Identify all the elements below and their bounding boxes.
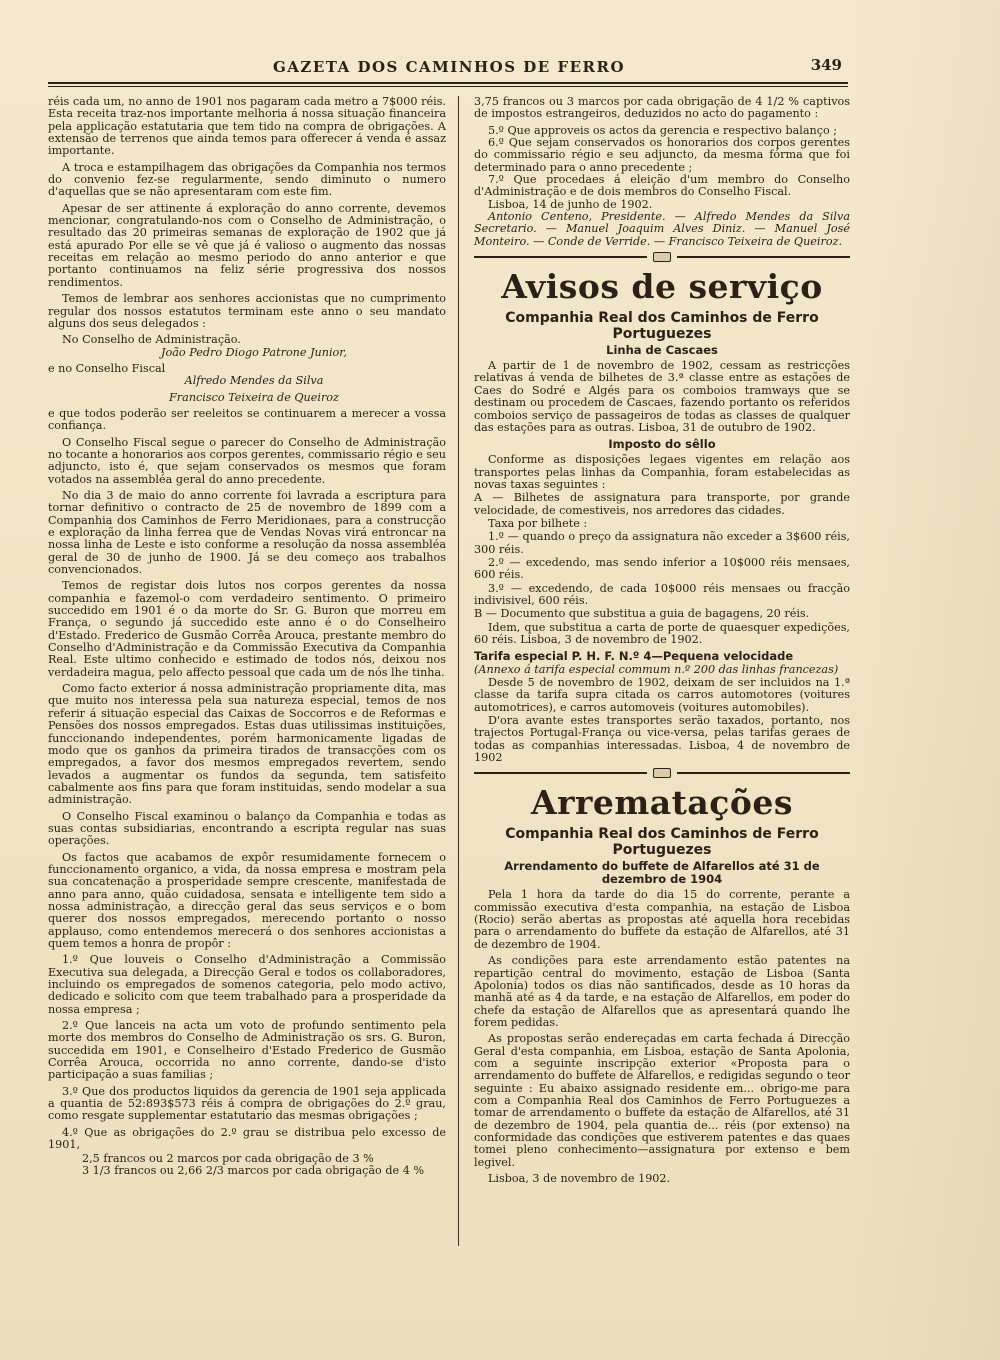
paragraph: No dia 3 de maio do anno corrente foi lavrada a escriptura para tornar definitivo o contracto de 25 de novembro de 1899 com a Companhia dos Caminhos de Ferro Meridionaes, para a construcção e exploração da linha ferrea que de Vendas Novas virá entroncar na nossa linha de Leste e isto conforme a resolução da nossa assembléa geral de 30 de junho de 1900. Já se deu começo aos trabalhos convencionados. (48, 488, 446, 577)
subheading-linha: Linha de Cascaes (606, 343, 718, 358)
section-divider (474, 252, 850, 262)
paragraph: réis cada um, no anno de 1901 nos pagaram cada metro a 7$000 réis. Esta receita traz-nos importante melhoria á nossa situação financeira pela applicação estatutaria que tem tido na compra de obrigações. A extensão de terrenos que ainda temos para offerecer á venda é assaz importante. (48, 95, 446, 158)
paragraph: Apesar de ser attinente á exploração do anno corrente, devemos mencionar, congratulando-nos com o Conselho de Administração, o resultado das 20 primeiras semanas de exploração de 1902 que já está apurado Por elle se vê que já é valioso o augmento das nossas receitas em relação ao mesmo periodo do anno anterior e que portanto continuamos na feliz série progressiva dos nossos rendimentos. (48, 201, 446, 289)
company-heading: Companhia Real dos Caminhos de Ferro Portuguezes (505, 310, 819, 343)
signature-name: Francisco Teixeira de Queiroz (169, 390, 339, 404)
section-title-arrematacoes: Arrematações (531, 783, 793, 823)
paragraph: e no Conselho Fiscal (48, 361, 166, 375)
left-column (48, 96, 446, 1181)
signatures: Antonio Centeno, Presidente. — Alfredo Mendes da Silva Secretario. — Manuel Joaquim Alves Diniz. — Manuel José Monteiro. — Conde de Verride. — Francisco Teixeira de Queiroz. (474, 210, 850, 248)
paragraph: 6.º Que sejam conservados os honorarios dos corpos gerentes do commissario régio e seu adjuncto, da mesma fórma que foi determinado para o anno precedente ; (474, 136, 850, 174)
page-number: 349 (810, 56, 842, 74)
paragraph: Como facto exterior á nossa administração propriamente dita, mas que muito nos interessa pela sua natureza especial, temos de nos referir á situação especial das Caixas de Soccorros e de Reformas e Pensões dos nossos empregados. Estas duas utilissimas instituições, funccionando independentes, porém harmonicamente ligadas de modo que os ganhos da primeira tirados de transacções com os empregados, a favor dos mesmos empregados revertem, sendo levados a augmentar os fundos da segunda, tem satisfeito cabalmente aos fins para que foram instituidas, sendo modelar a sua administração. (48, 682, 446, 807)
train-car-icon (653, 252, 671, 262)
paragraph: B — Documento que substitua a guia de bagagens, 20 réis. (474, 607, 810, 621)
paragraph: Taxa por bilhete : (488, 516, 588, 530)
paragraph: As condições para este arrendamento estão patentes na repartição central do movimento, estação de Lisboa (Santa Apolonia) todos os dias não santificados, desde as 10 horas da manhã até as 4 da tarde, e na estação de Alfarellos, em poder do chefe da estação de Alfarellos que as apresentará quando lhe forem pedidas. (474, 954, 850, 1029)
paragraph: 3 1/3 francos ou 2,66 2/3 marcos por cada obrigação de 4 % (82, 1163, 424, 1177)
paragraph: 3,75 francos ou 3 marcos por cada obrigação de 4 1/2 % captivos de impostos estrangeiros, deduzidos no acto do pagamento : (474, 95, 850, 121)
paragraph: O Conselho Fiscal examinou o balanço da Companhia e todas as suas contas subsidiarias, encontrando a escripta regular nas suas operações. (48, 809, 446, 848)
paragraph: O Conselho Fiscal segue o parecer do Conselho de Administração no tocante a honorarios aos corpos gerentes, commissario régio e seu adjuncto, isto é, que sejam conservados os mesmos que foram votados na assembléa geral do anno precedente. (48, 435, 446, 486)
header-rule (48, 82, 848, 84)
subheading-arrendamento: Arrendamento do buffete de Alfarellos até 31 de dezembro de 1904 (504, 859, 820, 887)
page-edge-shade (850, 0, 1000, 1360)
subheading-imposto: Imposto do sêllo (608, 437, 716, 452)
paragraph: e que todos poderão ser reeleitos se continuarem a merecer a vossa confiança. (48, 406, 446, 433)
paragraph: Lisboa, 14 de junho de 1902. (488, 197, 653, 211)
section-title-avisos: Avisos de serviço (501, 267, 823, 307)
signature-name: João Pedro Diogo Patrone Junior, (161, 345, 347, 359)
paragraph: 2.º Que lanceis na acta um voto de profundo sentimento pela morte dos membros do Conselho de Administração os srs. G. Buron, succedida em 1901, e Conselheiro d'Estado Frederico de Gusmão Corrêa Arouca, occorrida no anno corrente, dando-se d'isto participação a suas familias ; (48, 1019, 446, 1082)
paragraph: 5.º Que approveis os actos da gerencia e respectivo balanço ; (488, 123, 838, 137)
paragraph: Idem, que substitua a carta de porte de quaesquer expedições, 60 réis. Lisboa, 3 de novembro de 1902. (474, 620, 850, 646)
paragraph: Os factos que acabamos de expôr resumidamente fornecem o funccionamento organico, a vida, da nossa empresa e mostram pela sua concatenação a prosperidade sempre crescente, manifestada de anno para anno, quão cuidadosa, sensata e intelligente tem sido a nossa administração, a direcção geral das seus serviços e o bom querer dos nossos empregados, merecendo portanto o nosso applauso, como entendemos merecerá o dos senhores accionistas a quem temos a honra de propôr : (48, 850, 446, 950)
paragraph: A partir de 1 de novembro de 1902, cessam as restricções relativas á venda de bilhetes de 3.ª classe entre as estações de Caes do Sodré e Algés para os comboios tramways que se destinam ou procedem de Cascaes, fazendo portanto os referidos comboios serviço de passageiros de todas as classes de qualquer das estações para as outras. Lisboa, 31 de outubro de 1902. (474, 359, 850, 434)
paragraph: D'ora avante estes transportes serão taxados, portanto, nos trajectos Portugal-França ou vice-versa, pelas tarifas geraes de todas as companhias interessadas. Lisboa, 4 de novembro de 1902 (474, 714, 850, 765)
paragraph: 3.º Que dos productos liquidos da gerencia de 1901 seja applicada a quantia de 52:893$573 réis á compra de obrigações do 2.º grau, como resgate supplementar estatutario das mesmas obrigações ; (48, 1084, 446, 1123)
section-divider (474, 768, 850, 778)
page-header-title: GAZETA DOS CAMINHOS DE FERRO (272, 58, 626, 76)
column-separator (458, 96, 459, 1246)
paragraph: Temos de lembrar aos senhores accionistas que no cumprimento regular dos nossos estatutos terminam este anno o seu mandato alguns dos seus delegados : (48, 292, 446, 330)
tarifa-annex: (Annexo á tarifa especial commum n.º 200 das linhas francezas) (474, 662, 839, 676)
paragraph: 4.º Que as obrigações do 2.º grau se distribua pelo excesso de 1901, (48, 1125, 446, 1152)
paragraph: A troca e estampilhagem das obrigações da Companhia nos termos do convenio fez-se regularmente, sendo diminuto o numero d'aquellas que se não apresentaram com este fim. (48, 160, 446, 199)
paragraph: 2,5 francos ou 2 marcos por cada obrigação de 3 % (82, 1151, 374, 1165)
paragraph: 1.º Que louveis o Conselho d'Administração a Commissão Executiva sua delegada, a Direcção Geral e todos os collaboradores, incluindo os empregados de somenos categoria, pelo modo activo, dedicado e solicito com que teem trabalhado para a prosperidade da nossa empresa ; (48, 953, 446, 1016)
paragraph: 3.º — excedendo, de cada 10$000 réis mensaes ou fracção indivisivel, 600 réis. (474, 581, 850, 607)
paragraph: 1.º — quando o preço da assignatura não exceder a 3$600 réis, 300 réis. (474, 530, 850, 556)
paragraph: Conforme as disposições legaes vigentes em relação aos transportes pelas linhas da Companhia, foram estabelecidas as novas taxas seguintes : (474, 453, 850, 491)
company-heading: Companhia Real dos Caminhos de Ferro Portuguezes (505, 826, 819, 859)
paragraph: 7.º Que procedaes á eleição d'um membro do Conselho d'Administração e de dois membros do Conselho Fiscal. (474, 173, 850, 199)
paragraph: A — Bilhetes de assignatura para transporte, por grande velocidade, de comestiveis, nos arredores das cidades. (474, 491, 850, 517)
paragraph: Pela 1 hora da tarde do dia 15 do corrente, perante a commissão executiva d'esta companhia, na estação de Lisboa (Rocio) serão abertas as propostas até aquella hora recebidas para o arrendamento do buffete da estação de Alfarellos, até 31 de dezembro de 1904. (474, 888, 850, 951)
header-rule-thin (48, 86, 848, 87)
paragraph: As propostas serão endereçadas em carta fechada á Direcção Geral d'esta companhia, em Lisboa, estação de Santa Apolonia, com a seguinte inscripção exterior «Proposta para o arrendamento do buffete de Alfarellos, e redigidas segundo o teor seguinte : Eu abaixo assignado residente em... obrigo-me para com a Companhia Real dos Caminhos de Ferro Portuguezes a tomar de arrendamento o buffete da estação de Alfarellos, até 31 de dezembro de 1904, pela quantia de... réis (por extenso) na conformidade das condições que estiverem patentes e das quaes tomei pleno conhecimento—assignatura por extenso e bem legivel. (474, 1032, 850, 1169)
paragraph: Temos de registar dois lutos nos corpos gerentes da nossa companhia e fazemol-o com verdadeiro sentimento. O primeiro succedido em 1901 é o da morte do Sr. G. Buron que morreu em França, o segundo já succedido este anno é o do Conselheiro d'Estado. Frederico de Gusmão Corrêa Arouca, prestante membro do Conselho d'Administração e da Commissão Executiva da Companhia Real. Este ultimo conhecido e estimado de todos nós, deixou nos verdadeira magua, pelo affecto pessoal que cada um de nós lhe tinha. (48, 579, 446, 679)
paragraph: Desde 5 de novembro de 1902, deixam de ser incluidos na 1.ª classe da tarifa supra citada os carros automotores (voitures automotrices), e carros automoveis (voitures automobiles). (474, 676, 850, 714)
signature-name: Alfredo Mendes da Silva (184, 374, 324, 388)
paragraph: 2.º — excedendo, mas sendo inferior a 10$000 réis mensaes, 600 réis. (474, 555, 850, 582)
paragraph: Lisboa, 3 de novembro de 1902. (488, 1172, 671, 1185)
train-car-icon (653, 768, 671, 778)
subheading-tarifa: Tarifa especial P. H. F. N.º 4—Pequena velocidade (474, 649, 794, 664)
paragraph: No Conselho de Administração. (62, 333, 241, 347)
right-column (474, 96, 850, 1189)
